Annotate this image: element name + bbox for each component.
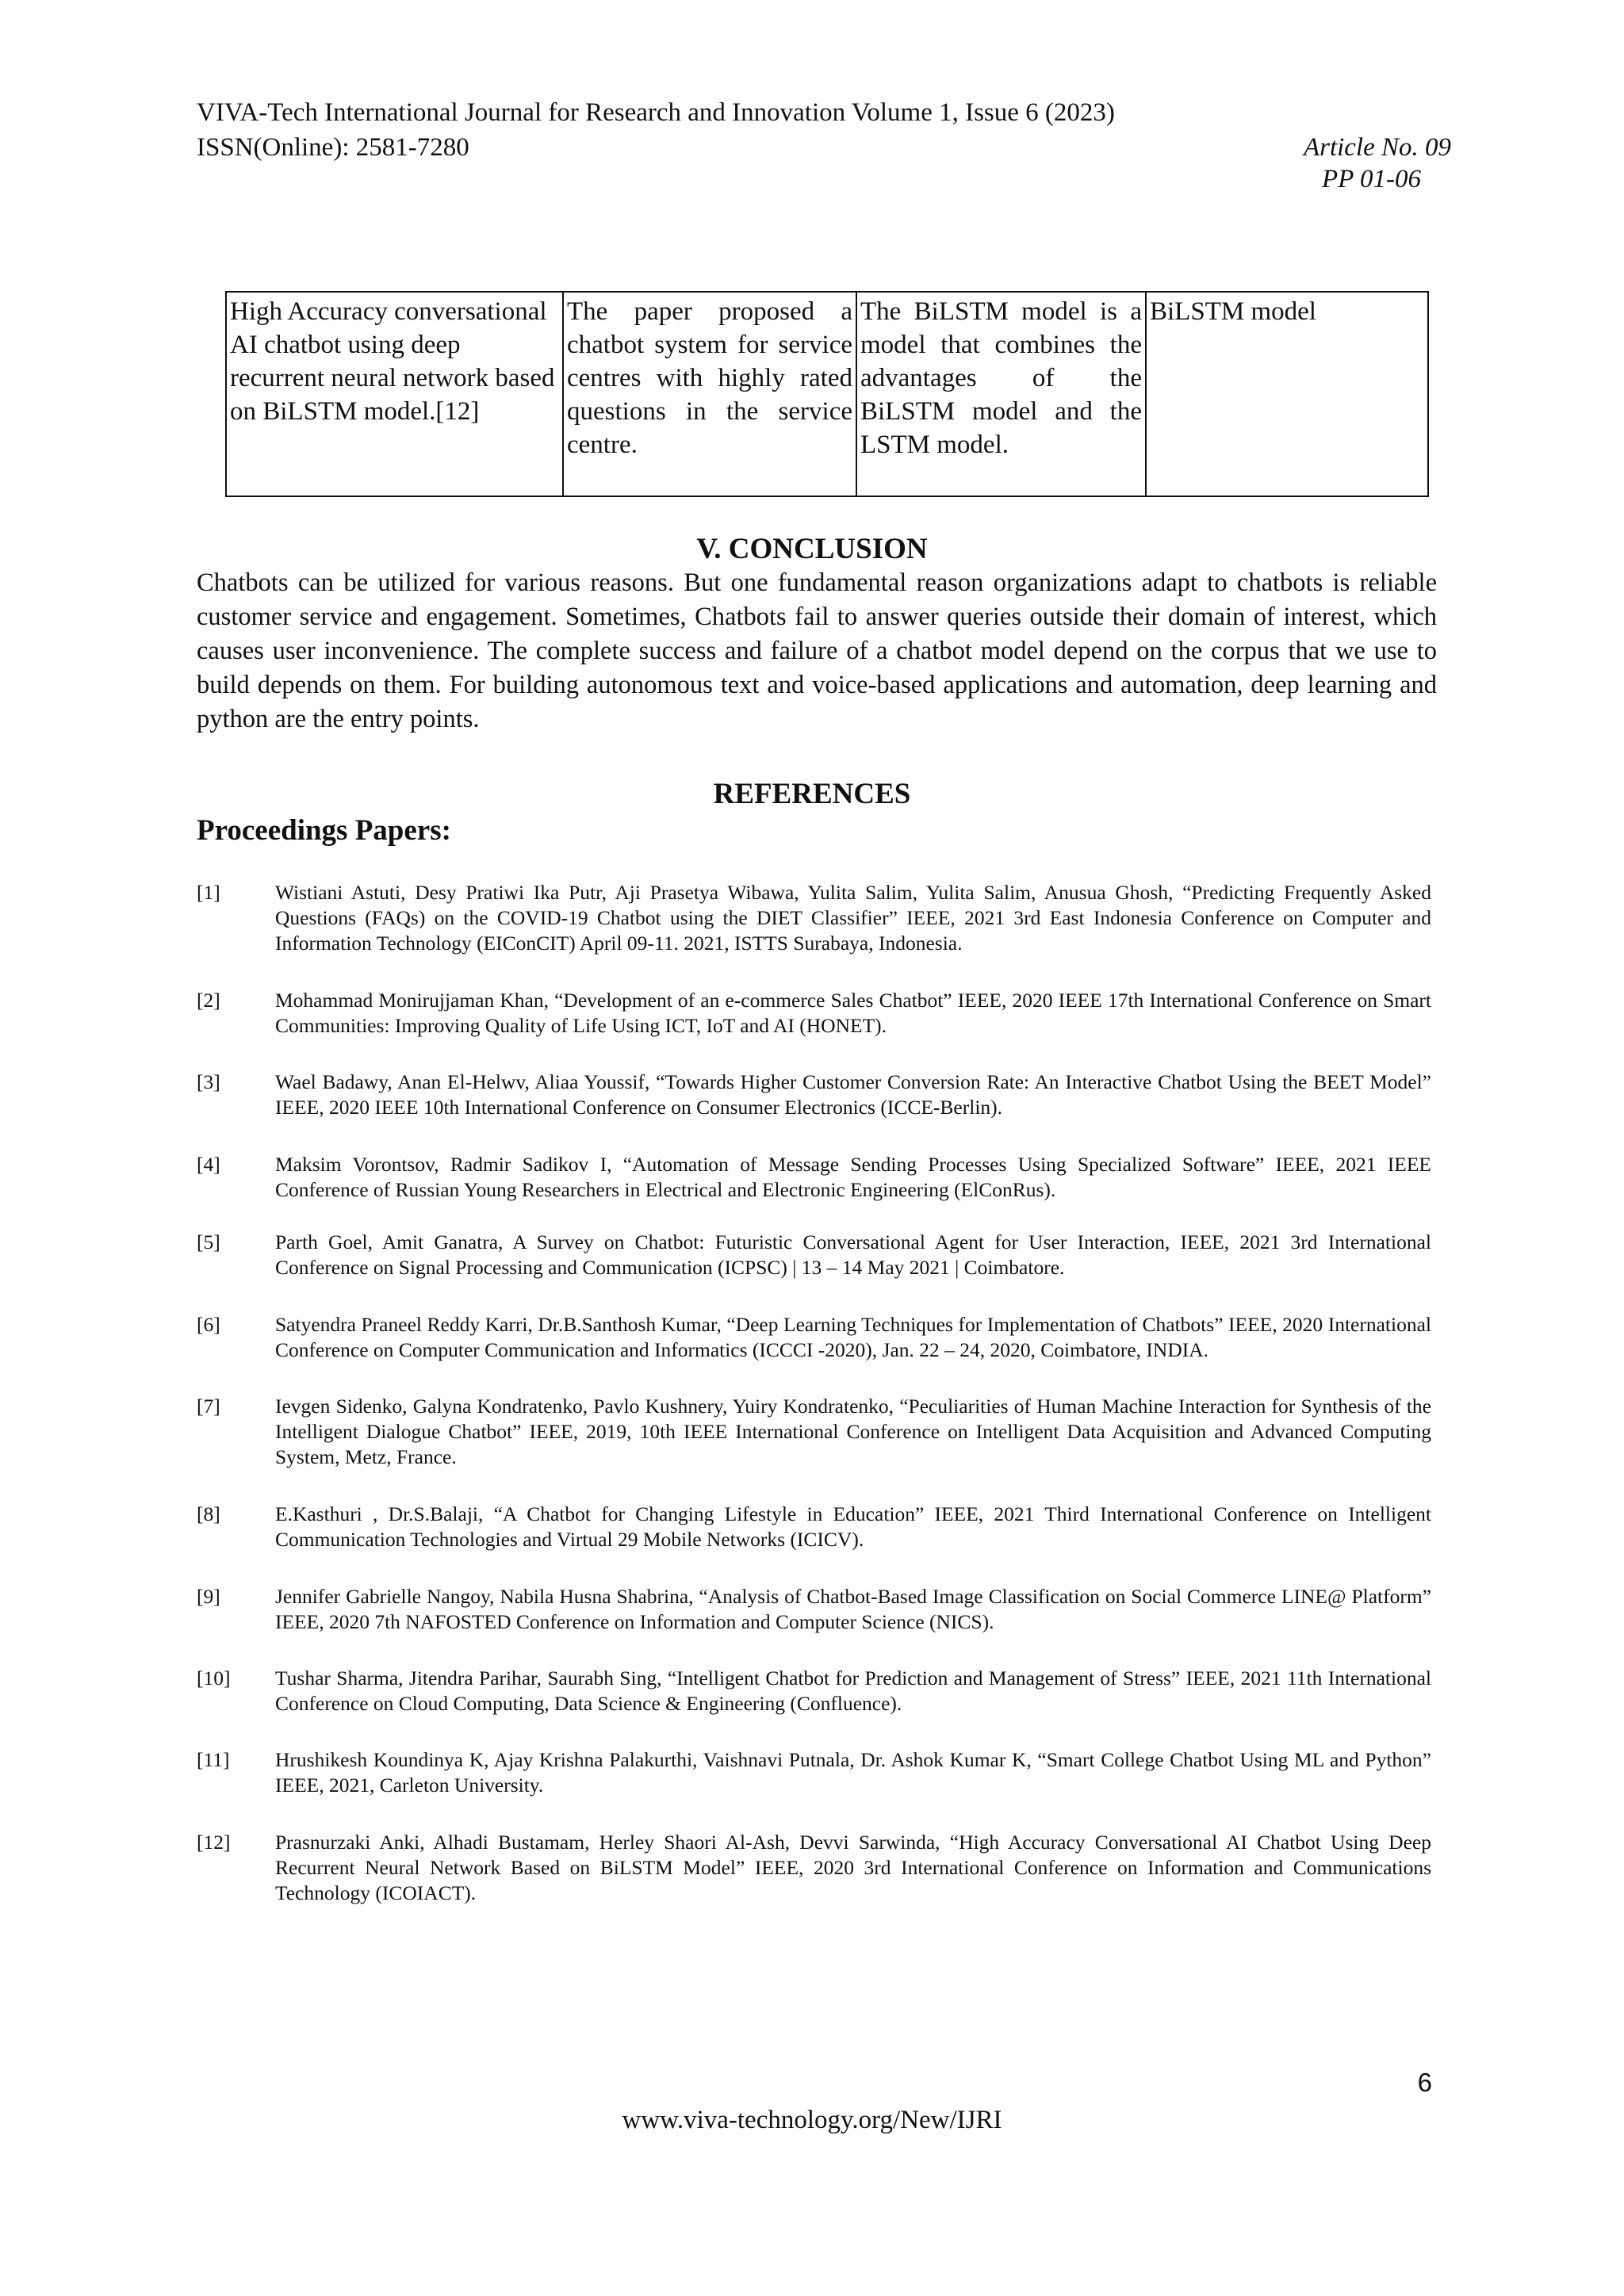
- page-range: PP 01-06: [1322, 165, 1421, 193]
- reference-text: Maksim Vorontsov, Radmir Sadikov I, “Automation of Message Sending Processes Using Specialized Software” IEEE, 2021 IEEE Conference of Russian Young Researchers in Electrical and Electronic Engineering (ElConRus).: [275, 1153, 1431, 1201]
- conclusion-heading: V. CONCLUSION: [696, 533, 928, 565]
- reference-number: [11]: [197, 1748, 230, 1771]
- proceedings-subheading: Proceedings Papers:: [197, 814, 451, 847]
- page-number: 6: [1417, 2068, 1432, 2097]
- reference-number: [3]: [197, 1070, 220, 1093]
- table-cell-title: High Accuracy conversational AI chatbot using deep recurrent neural network based on BiLSTM model.[12]: [226, 292, 563, 496]
- reference-number: [1]: [197, 881, 220, 904]
- reference-number: [12]: [197, 1831, 231, 1854]
- reference-number: [6]: [197, 1313, 220, 1336]
- reference-text: Tushar Sharma, Jitendra Parihar, Saurabh Sing, “Intelligent Chatbot for Prediction and Management of Stress” IEEE, 2021 11th International Conference on Cloud Computing, Data Science & Engineering (Confluence).: [275, 1667, 1431, 1715]
- reference-text: Wael Badawy, Anan El-Helwv, Aliaa Youssif, “Towards Higher Customer Conversion Rate: An Interactive Chatbot Using the BEET Model” IEEE, 2020 IEEE 10th International Conference on Consumer Electronics (ICCE-Berlin).: [275, 1070, 1431, 1119]
- table-row: [226, 292, 1428, 496]
- table-cell-summary: The paper proposed a chatbot system for service centres with highly rated questions in the service centre.: [563, 292, 856, 496]
- reference-number: [9]: [197, 1585, 220, 1608]
- reference-text: Parth Goel, Amit Ganatra, A Survey on Chatbot: Futuristic Conversational Agent for User Interaction, IEEE, 2021 3rd International Conference on Signal Processing and Communication (ICPSC) | 13 – 14 May 2021 | Coimbatore.: [275, 1230, 1431, 1279]
- reference-number: [7]: [197, 1395, 220, 1418]
- reference-text: Ievgen Sidenko, Galyna Kondratenko, Pavlo Kushnery, Yuiry Kondratenko, “Peculiarities of Human Machine Interaction for Synthesis of the Intelligent Dialogue Chatbot” IEEE, 2019, 10th IEEE International Conference on Intelligent Data Acquisition and Advanced Computing System, Metz, France.: [275, 1395, 1431, 1468]
- issn: ISSN(Online): 2581-7280: [197, 133, 469, 162]
- article-number: Article No. 09: [1303, 133, 1451, 162]
- conclusion-paragraph: Chatbots can be utilized for various reasons. But one fundamental reason organizations adapt to chatbots is reliable customer service and engagement. Sometimes, Chatbots fail to answer queries outside their domain of interest, which causes user inconvenience. The complete success and failure of a chatbot model depend on the corpus that we use to build depends on them. For building autonomous text and voice-based applications and automation, deep learning and python are the entry points.: [197, 568, 1437, 733]
- references-heading: REFERENCES: [713, 778, 911, 810]
- reference-number: [8]: [197, 1502, 220, 1525]
- journal-title: VIVA-Tech International Journal for Research and Innovation Volume 1, Issue 6 (2023): [197, 98, 1115, 127]
- reference-number: [10]: [197, 1667, 231, 1689]
- literature-table: [225, 291, 1429, 497]
- reference-number: [2]: [197, 989, 220, 1012]
- footer-url: www.viva-technology.org/New/IJRI: [622, 2106, 1002, 2134]
- table-cell-model: BiLSTM model: [1146, 292, 1428, 496]
- reference-number: [5]: [197, 1230, 220, 1253]
- reference-text: Wistiani Astuti, Desy Pratiwi Ika Putr, Aji Prasetya Wibawa, Yulita Salim, Yulita Salim, Anusua Ghosh, “Predicting Frequently Asked Questions (FAQs) on the COVID-19 Chatbot using the DIET Classifier” IEEE, 2021 3rd East Indonesia Conference on Computer and Information Technology (EIConCIT) April 09-11. 2021, ISTTS Surabaya, Indonesia.: [275, 881, 1431, 955]
- reference-number: [4]: [197, 1153, 220, 1176]
- reference-text: E.Kasthuri , Dr.S.Balaji, “A Chatbot for Changing Lifestyle in Education” IEEE, 2021 Third International Conference on Intelligent Communication Technologies and Virtual 29 Mobile Networks (ICICV).: [275, 1502, 1431, 1551]
- reference-text: Prasnurzaki Anki, Alhadi Bustamam, Herley Shaori Al-Ash, Devvi Sarwinda, “High Accuracy Conversational AI Chatbot Using Deep Recurrent Neural Network Based on BiLSTM Model” IEEE, 2020 3rd International Conference on Information and Communications Technology (ICOIACT).: [275, 1831, 1431, 1904]
- reference-text: Hrushikesh Koundinya K, Ajay Krishna Palakurthi, Vaishnavi Putnala, Dr. Ashok Kumar K, “Smart College Chatbot Using ML and Python” IEEE, 2021, Carleton University.: [275, 1748, 1431, 1797]
- reference-text: Mohammad Monirujjaman Khan, “Development of an e-commerce Sales Chatbot” IEEE, 2020 IEEE 17th International Conference on Smart Communities: Improving Quality of Life Using ICT, IoT and AI (HONET).: [275, 989, 1431, 1037]
- table-cell-description: The BiLSTM model is a model that combines the advantages of the BiLSTM model and the LSTM model.: [856, 292, 1146, 496]
- reference-text: Satyendra Praneel Reddy Karri, Dr.B.Santhosh Kumar, “Deep Learning Techniques for Implementation of Chatbots” IEEE, 2020 International Conference on Computer Communication and Informatics (ICCCI -2020), Jan. 22 – 24, 2020, Coimbatore, INDIA.: [275, 1313, 1431, 1361]
- reference-text: Jennifer Gabrielle Nangoy, Nabila Husna Shabrina, “Analysis of Chatbot-Based Image Classification on Social Commerce LINE@ Platform” IEEE, 2020 7th NAFOSTED Conference on Information and Computer Science (NICS).: [275, 1585, 1431, 1633]
